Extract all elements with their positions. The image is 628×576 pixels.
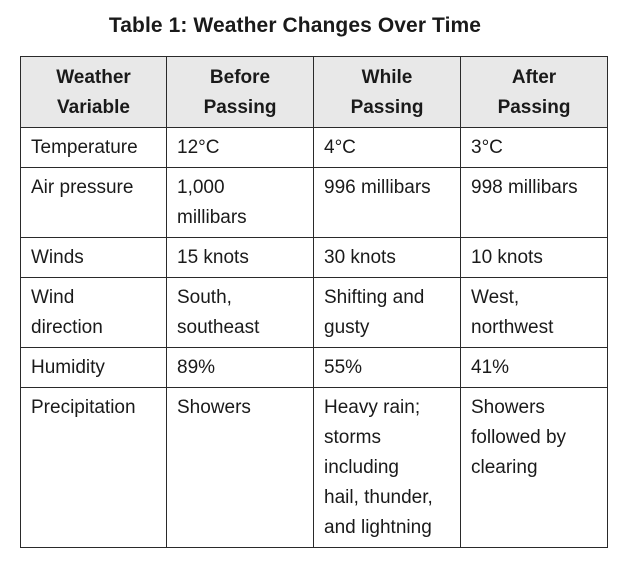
cell-line: 10 knots bbox=[471, 247, 543, 268]
cell-line: and lightning bbox=[324, 517, 432, 538]
cell-while bbox=[314, 238, 461, 278]
cell-variable bbox=[21, 238, 167, 278]
cell-line: South, bbox=[177, 287, 232, 308]
cell-variable bbox=[21, 388, 167, 548]
header-line: Passing bbox=[203, 97, 277, 118]
cell-before bbox=[167, 388, 314, 548]
cell-line: West, bbox=[471, 287, 520, 308]
cell-after bbox=[461, 278, 608, 348]
header-weather-variable bbox=[21, 57, 167, 128]
cell-line: Heavy rain; bbox=[324, 397, 421, 418]
cell-line: southeast bbox=[177, 317, 260, 338]
header-line: Variable bbox=[57, 97, 130, 118]
cell-variable bbox=[21, 278, 167, 348]
cell-line: 998 millibars bbox=[471, 177, 578, 198]
cell-while bbox=[314, 128, 461, 168]
cell-after bbox=[461, 348, 608, 388]
cell-line: gusty bbox=[324, 317, 370, 338]
cell-line: 15 knots bbox=[177, 247, 249, 268]
cell-line: Winds bbox=[31, 247, 84, 268]
table-row bbox=[21, 388, 608, 548]
cell-after bbox=[461, 168, 608, 238]
header-line: Passing bbox=[350, 97, 424, 118]
cell-after bbox=[461, 238, 608, 278]
cell-while bbox=[314, 388, 461, 548]
cell-after bbox=[461, 128, 608, 168]
cell-before bbox=[167, 128, 314, 168]
cell-line: 4°C bbox=[324, 137, 356, 158]
cell-line: followed by bbox=[471, 427, 567, 448]
cell-line: Wind bbox=[31, 287, 75, 308]
cell-while bbox=[314, 168, 461, 238]
cell-line: Humidity bbox=[31, 357, 105, 378]
cell-while bbox=[314, 348, 461, 388]
cell-line: 89% bbox=[177, 357, 216, 378]
cell-line: northwest bbox=[471, 317, 554, 338]
cell-before bbox=[167, 238, 314, 278]
cell-line: 55% bbox=[324, 357, 363, 378]
cell-variable bbox=[21, 128, 167, 168]
cell-before bbox=[167, 278, 314, 348]
cell-line: millibars bbox=[177, 207, 247, 228]
cell-line: clearing bbox=[471, 457, 538, 478]
cell-line: Precipitation bbox=[31, 397, 136, 418]
header-row bbox=[21, 57, 608, 128]
cell-after bbox=[461, 388, 608, 548]
table-row bbox=[21, 238, 608, 278]
header-line: Passing bbox=[497, 97, 571, 118]
cell-variable bbox=[21, 348, 167, 388]
cell-line: storms bbox=[324, 427, 381, 448]
cell-before bbox=[167, 348, 314, 388]
cell-line: Air pressure bbox=[31, 177, 134, 198]
header-after-passing bbox=[461, 57, 608, 128]
table-title: Table 1: Weather Changes Over Time bbox=[108, 14, 482, 37]
table-row bbox=[21, 128, 608, 168]
cell-line: Showers bbox=[177, 397, 251, 418]
cell-before bbox=[167, 168, 314, 238]
cell-line: 12°C bbox=[177, 137, 220, 158]
cell-while bbox=[314, 278, 461, 348]
header-while-passing bbox=[314, 57, 461, 128]
cell-line: 30 knots bbox=[324, 247, 396, 268]
cell-line: 1,000 bbox=[177, 177, 225, 198]
header-before-passing bbox=[167, 57, 314, 128]
table-row bbox=[21, 348, 608, 388]
table-row bbox=[21, 168, 608, 238]
cell-line: direction bbox=[31, 317, 103, 338]
weather-table bbox=[20, 56, 608, 548]
header-line: Weather bbox=[56, 67, 131, 88]
header-line: Before bbox=[209, 67, 271, 88]
cell-line: Temperature bbox=[31, 137, 138, 158]
table-row bbox=[21, 278, 608, 348]
cell-line: hail, thunder, bbox=[324, 487, 433, 508]
cell-line: Showers bbox=[471, 397, 545, 418]
header-line: While bbox=[361, 67, 413, 88]
cell-variable bbox=[21, 168, 167, 238]
cell-line: 41% bbox=[471, 357, 510, 378]
cell-line: 3°C bbox=[471, 137, 503, 158]
header-line: After bbox=[511, 67, 557, 88]
cell-line: Shifting and bbox=[324, 287, 425, 308]
cell-line: including bbox=[324, 457, 399, 478]
cell-line: 996 millibars bbox=[324, 177, 431, 198]
